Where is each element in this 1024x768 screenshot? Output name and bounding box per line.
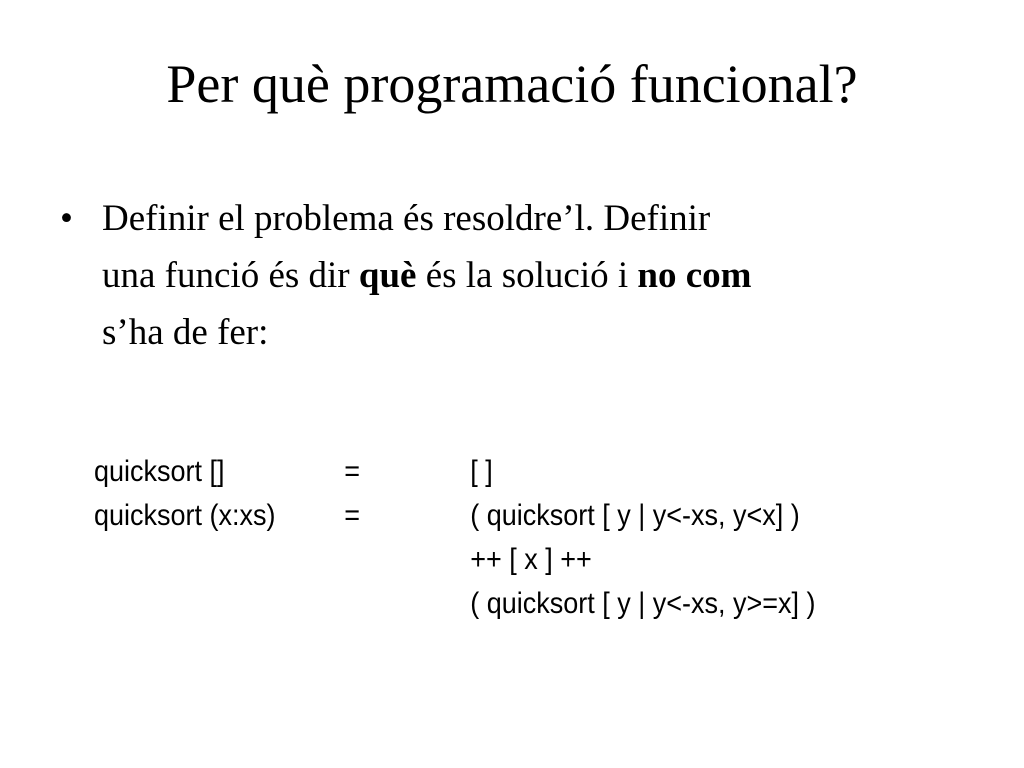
code-lhs: quicksort [] — [94, 455, 225, 488]
bullet-text: Definir el problema és resoldre’l. Definir — [102, 198, 711, 239]
bullet-marker: • — [60, 198, 73, 239]
bullet-line-1 — [102, 190, 940, 247]
code-lhs: quicksort (x:xs) — [94, 499, 276, 532]
bullet-text: una funció és dir — [102, 255, 359, 296]
bullet-list — [60, 190, 940, 361]
slide-title: Per què programació funcional? — [166, 54, 858, 114]
bullet-line-3 — [102, 304, 940, 361]
bullet-line-2 — [102, 247, 940, 304]
code-equals: = — [344, 499, 360, 532]
bullet-text: és la solució i — [416, 255, 638, 296]
bullet-item — [60, 190, 940, 361]
bullet-text: s’ha de fer: — [102, 312, 269, 353]
code-equals: = — [344, 455, 360, 488]
code-rhs: ( quicksort [ y | y<-xs, y<x] ) — [470, 499, 800, 532]
code-rhs: ( quicksort [ y | y<-xs, y>=x] ) — [470, 587, 816, 620]
code-rhs: ++ [ x ] ++ — [470, 543, 592, 576]
code-rhs: [ ] — [470, 455, 493, 488]
emphasis-no-com: no com — [637, 255, 752, 296]
emphasis-que: què — [358, 255, 417, 296]
